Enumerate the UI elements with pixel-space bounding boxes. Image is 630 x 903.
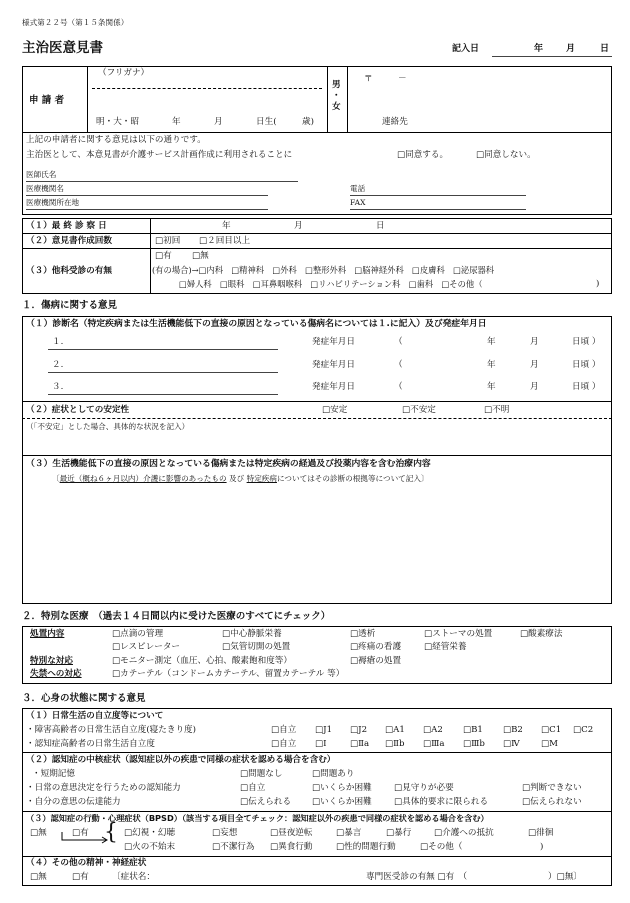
onset-label: 発症年月日 <box>312 337 355 347</box>
course-note-specified: 特定疾病 <box>246 474 277 483</box>
onset-month: 月 <box>530 337 539 347</box>
applicant-label: 申 請 者 <box>29 95 65 106</box>
specialist-visit-none[interactable]: ）□無〕 <box>548 872 582 882</box>
entry-date-underline <box>492 56 612 57</box>
special-monitor[interactable]: □モニター測定（血圧、心拍、酸素飽和度等） <box>112 656 292 666</box>
consent-agree[interactable]: □同意する。 <box>397 150 449 160</box>
bedridden-opt[interactable]: □C1 <box>541 725 562 735</box>
course-header: （３）生活機能低下の直接の原因となっている傷病または特定疾病の経過及び投薬内容を含む治療内容 <box>26 459 431 469</box>
other-neuro-header: （４）その他の精神・神経症状 <box>26 858 147 868</box>
times-first[interactable]: □初回 <box>155 236 181 246</box>
communication-opt[interactable]: □伝えられない <box>522 797 582 807</box>
consent-intro: 上記の申請者に関する意見は以下の通りです。 <box>26 135 206 145</box>
course-note-tail: についてはその診断の根拠等について記入〕 <box>276 474 429 483</box>
section-1-title: １．傷病に関する意見 <box>22 300 118 311</box>
contact-label: 連絡先 <box>382 117 408 127</box>
onset-paren: （ <box>394 382 403 392</box>
bpsd-opt[interactable]: □妄想 <box>212 828 238 838</box>
other-dept-no[interactable]: □無 <box>192 251 209 261</box>
specialist-visit-label[interactable]: 専門医受診の有無 □有 （ <box>366 872 468 882</box>
decision-opt[interactable]: □見守りが必要 <box>394 783 454 793</box>
bpsd-brace-icon: { <box>104 820 118 845</box>
bpsd-arrow-icon <box>60 832 110 846</box>
other-dept-close: ) <box>596 279 600 289</box>
diagnosis-num: ３. <box>52 382 64 392</box>
last-visit-month: 月 <box>294 221 303 231</box>
sex-male[interactable]: 男 <box>332 80 341 90</box>
dementia-opt[interactable]: □Ⅰ <box>315 739 327 749</box>
course-note-and: 及び <box>229 474 245 483</box>
dementia-opt[interactable]: □Ⅲa <box>423 739 445 749</box>
diagnosis-num: １. <box>52 337 64 347</box>
doctor-name-label: 医師氏名 <box>26 170 57 179</box>
bpsd-other[interactable]: □その他（ <box>420 842 463 852</box>
onset-day: 日頃 ） <box>572 337 601 347</box>
bpsd-other-close: ) <box>540 842 544 852</box>
other-dept-label: （３）他科受診の有無 <box>26 266 112 276</box>
section-2-title-text: ２．特別な医療 <box>22 611 89 622</box>
bedridden-opt[interactable]: □B1 <box>463 725 483 735</box>
dementia-opt[interactable]: □Ⅳ <box>503 739 520 749</box>
communication-opt[interactable]: □具体的要求に限られる <box>394 797 489 807</box>
decision-opt[interactable]: □自立 <box>240 783 266 793</box>
treat-tube-feeding[interactable]: □経管栄養 <box>424 642 467 652</box>
institution-label: 医療機関名 <box>26 184 64 193</box>
postal-mark: 〒 <box>364 74 373 84</box>
bedridden-opt[interactable]: □自立 <box>271 725 297 735</box>
neuro-yes[interactable]: □有 <box>72 872 89 882</box>
entry-year-label: 年 <box>534 44 544 54</box>
last-visit-day: 日 <box>376 221 385 231</box>
dementia-level-label: ・認知症高齢者の日常生活自立度 <box>26 739 155 749</box>
bpsd-opt[interactable]: □昼夜逆転 <box>270 828 313 838</box>
bpsd-opt[interactable]: □徘徊 <box>528 828 554 838</box>
entry-date-label: 記入日 <box>452 44 480 54</box>
onset-year: 年 <box>487 360 496 370</box>
treat-tracheotomy[interactable]: □気管切開の処置 <box>222 642 291 652</box>
dementia-opt[interactable]: □自立 <box>271 739 297 749</box>
neuro-none[interactable]: □無 <box>30 872 47 882</box>
fax-label: FAX <box>350 198 366 207</box>
diagnosis-num: ２. <box>52 360 64 370</box>
memory-opt[interactable]: □問題あり <box>312 769 355 779</box>
birth-month: 月 <box>214 117 223 127</box>
bedridden-opt[interactable]: □C2 <box>573 725 594 735</box>
onset-month: 月 <box>530 382 539 392</box>
dementia-opt[interactable]: □Ⅲb <box>463 739 485 749</box>
birth-day: 日生( <box>256 117 277 127</box>
birth-era: 明・大・昭 <box>96 117 139 127</box>
stability-label: （２）症状としての安定性 <box>26 405 130 415</box>
onset-year: 年 <box>487 382 496 392</box>
special-response-label: 特別な対応 <box>30 656 73 666</box>
phone-label: 電話 <box>350 184 366 193</box>
special-bedsore[interactable]: □褥瘡の処置 <box>350 656 402 666</box>
incontinence-catheter[interactable]: □カテーテル（コンドームカテーテル、留置カテーテル 等） <box>112 669 345 679</box>
bedridden-opt[interactable]: □J1 <box>315 725 333 735</box>
independence-header: （１）日常生活の自立度等について <box>26 711 164 721</box>
short-term-memory-label: ・短期記憶 <box>32 769 75 779</box>
entry-month-label: 月 <box>566 44 576 54</box>
core-symptoms-header: （２）認知症の中核症状（認知症以外の疾患で同様の症状を認める場合を含む） <box>26 755 336 765</box>
bpsd-opt[interactable]: □性的問題行動 <box>336 842 396 852</box>
age-label: 歳) <box>302 117 314 127</box>
communication-label: ・自分の意思の伝達能力 <box>26 797 121 807</box>
decision-opt[interactable]: □いくらか困難 <box>312 783 372 793</box>
course-note-bracket: 〔 <box>52 474 60 483</box>
institution-address-label: 医療機関所在地 <box>26 198 80 207</box>
bedridden-opt[interactable]: □A1 <box>385 725 405 735</box>
communication-opt[interactable]: □伝えられる <box>240 797 292 807</box>
bpsd-opt[interactable]: □介護への抵抗 <box>434 828 494 838</box>
treatment-label: 処置内容 <box>30 629 65 639</box>
bedridden-opt[interactable]: □B2 <box>503 725 523 735</box>
section-3-title: ３．心身の状態に関する意見 <box>22 693 146 704</box>
form-number: 様式第２２号（第１５条関係） <box>22 18 129 27</box>
stability-stable[interactable]: □安定 <box>322 405 348 415</box>
stability-unstable[interactable]: □不安定 <box>402 405 436 415</box>
bpsd-opt[interactable]: □火の不始末 <box>124 842 176 852</box>
other-dept-yes[interactable]: □有 <box>155 251 172 261</box>
sex-dot: ・ <box>332 91 341 101</box>
bedridden-level-label: ・障害高齢者の日常生活自立度(寝たきり度) <box>26 725 196 735</box>
bpsd-none[interactable]: □無 <box>30 828 47 838</box>
onset-month: 月 <box>530 360 539 370</box>
neuro-symptom-name-label: 〔症状名： <box>112 872 155 882</box>
dementia-opt[interactable]: □M <box>541 739 558 749</box>
furigana-label: （フリガナ） <box>98 68 150 78</box>
decision-opt[interactable]: □判断できない <box>522 783 582 793</box>
onset-day: 日頃 ） <box>572 360 601 370</box>
bpsd-yes[interactable]: □有 <box>72 828 89 838</box>
communication-opt[interactable]: □いくらか困難 <box>312 797 372 807</box>
bpsd-opt[interactable]: □暴行 <box>386 828 412 838</box>
page-title: 主治医意見書 <box>22 40 103 56</box>
section-2-title <box>22 611 330 623</box>
treat-central-iv[interactable]: □中心静脈栄養 <box>222 629 282 639</box>
onset-paren: （ <box>394 360 403 370</box>
entry-day-label: 日 <box>600 44 610 54</box>
course-note <box>52 474 429 483</box>
bpsd-opt[interactable]: □不潔行為 <box>212 842 255 852</box>
unstable-note: （「不安定」とした場合、具体的な状況を記入） <box>26 422 190 431</box>
memory-opt[interactable]: □問題なし <box>240 769 283 779</box>
decision-ability-label: ・日常の意思決定を行うための認知能力 <box>26 783 181 793</box>
postal-dash: － <box>398 74 407 84</box>
consent-disagree[interactable]: □同意しない。 <box>476 150 536 160</box>
bpsd-opt[interactable]: □暴言 <box>336 828 362 838</box>
birth-year: 年 <box>172 117 181 127</box>
treat-dialysis[interactable]: □透析 <box>350 629 376 639</box>
treat-stoma[interactable]: □ストーマの処置 <box>424 629 493 639</box>
last-visit-year: 年 <box>222 221 231 231</box>
treat-iv[interactable]: □点滴の管理 <box>112 629 164 639</box>
bpsd-header: （３）認知症の行動・心理症状（BPSD）（該当する項目全てチェック：認知症以外の疾患で同様の症状を認める場合を含む） <box>26 813 489 823</box>
onset-year: 年 <box>487 337 496 347</box>
onset-paren: （ <box>394 337 403 347</box>
diagnosis-header: （１）診断名（特定疾病または生活機能低下の直接の原因となっている傷病名については１.に記入）及び発症年月日 <box>26 319 487 329</box>
consent-text: 主治医として、本意見書が介護サービス計画作成に利用されることに <box>26 150 293 160</box>
treat-respirator[interactable]: □レスピレーター <box>112 642 181 652</box>
last-visit-label: （１）最 終 診 察 日 <box>26 221 107 231</box>
onset-day: 日頃 ） <box>572 382 601 392</box>
times-label: （２）意見書作成回数 <box>26 236 112 246</box>
other-dept-list-2[interactable]: □婦人科 □眼科 □耳鼻咽喉科 □リハビリテーション科 □歯科 □その他（ <box>179 279 483 289</box>
treat-oxygen[interactable]: □酸素療法 <box>520 629 563 639</box>
section-2-subtitle: （過去１４日間以内に受けた医療のすべてにチェック） <box>98 611 331 622</box>
bedridden-opt[interactable]: □A2 <box>423 725 443 735</box>
treat-pain-care[interactable]: □疼痛の看護 <box>350 642 402 652</box>
bpsd-opt[interactable]: □異食行動 <box>270 842 313 852</box>
onset-label: 発症年月日 <box>312 360 355 370</box>
bpsd-opt[interactable]: □幻視・幻聴 <box>124 828 176 838</box>
bedridden-opt[interactable]: □J2 <box>350 725 368 735</box>
course-note-recent: 最近（概ね６ヶ月以内）介護に影響のあったもの <box>59 474 227 483</box>
times-second[interactable]: □２回目以上 <box>199 236 251 246</box>
incontinence-label: 失禁への対応 <box>30 669 82 679</box>
stability-unknown[interactable]: □不明 <box>484 405 510 415</box>
dementia-opt[interactable]: □Ⅱa <box>350 739 370 749</box>
dementia-opt[interactable]: □Ⅱb <box>385 739 405 749</box>
onset-label: 発症年月日 <box>312 382 355 392</box>
other-dept-list-1[interactable]: (有の場合)→□内科 □精神科 □外科 □整形外科 □脳神経外科 □皮膚科 □泌尿器科 <box>152 265 495 275</box>
sex-female[interactable]: 女 <box>332 102 341 112</box>
